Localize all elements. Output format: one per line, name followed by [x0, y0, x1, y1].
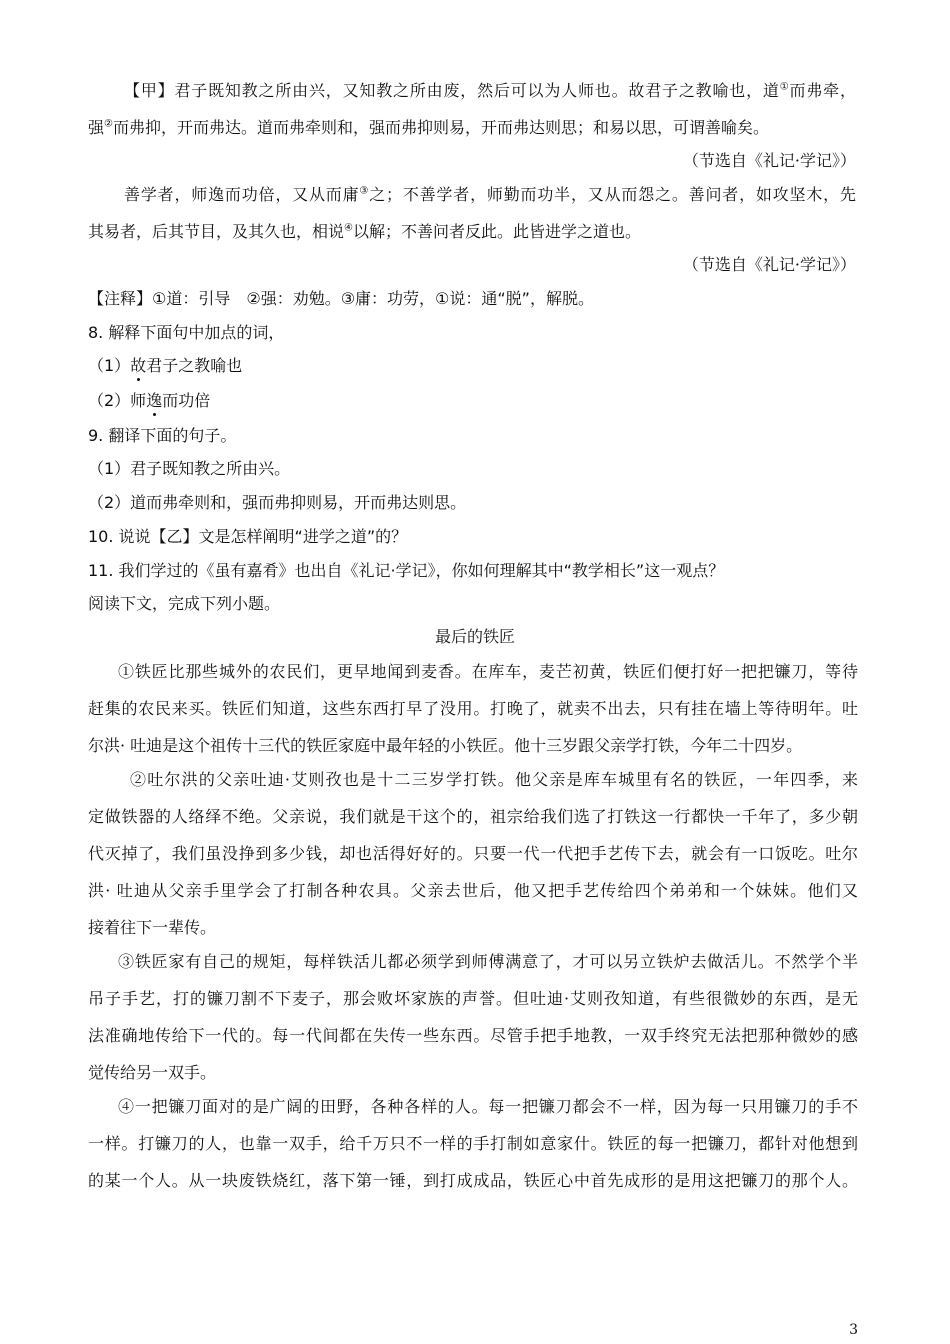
reading-instruction: 阅读下文，完成下列小题。 — [88, 594, 281, 613]
question-9-1: （1）君子既知教之所由兴。 — [88, 459, 291, 478]
article-p4-line-3: 的某一个人。从一块废铁烧红，落下第一锤，到打成成品，铁匠心中首先成形的是用这把镰刀的那个人。 — [88, 1171, 858, 1190]
article-p4-line-1: ④一把镰刀面对的是广阔的田野，各种各样的人。每一把镰刀都会不一样，因为每一只用镰刀的手不 — [118, 1097, 858, 1116]
passage-yi-line-2: 其易者，后其节目，及其久也，相说④以解；不善问者反此。此皆进学之道也。 — [88, 222, 641, 241]
passage-yi-line-1: 善学者，师逸而功倍，又从而庸③之；不善学者，师勤而功半，又从而怨之。善问者，如攻坚木，先 — [124, 185, 856, 204]
article-p2-line-1: ②吐尔洪的父亲吐迪·艾则孜也是十二三岁学打铁。他父亲是库车城里有名的铁匠，一年四季，来 — [130, 770, 858, 789]
footnote-marker: ④ — [344, 222, 353, 234]
footnote-marker: ③ — [359, 185, 370, 197]
article-p2-line-5: 接着往下一辈传。 — [88, 918, 217, 937]
page-number: 3 — [849, 1322, 858, 1338]
question-8-1: （1）故君子之教喻也 — [88, 356, 243, 375]
passage-jia-line-2: 强②而弗抑，开而弗达。道而弗牵则和，强而弗抑则易，开而弗达则思；和易以思，可谓善喻矣。 — [88, 118, 769, 137]
article-p3-line-1: ③铁匠家有自己的规矩，每样铁活儿都必须学到师傅满意了，才可以另立铁炉去做活儿。不然学个半 — [118, 952, 858, 971]
passage-yi-source: （节选自《礼记·学记》） — [682, 255, 856, 274]
question-9: 9. 翻译下面的句子。 — [88, 426, 237, 445]
article-p3-line-2: 吊子手艺，打的镰刀割不下麦子，那会败坏家族的声誉。但吐迪·艾则孜知道，有些很微妙的东西，是无 — [88, 989, 858, 1008]
article-p2-line-4: 洪· 吐迪从父亲手里学会了打制各种农具。父亲去世后，他又把手艺传给四个弟弟和一个妹妹。他们又 — [88, 881, 858, 900]
question-11: 11. 我们学过的《虽有嘉肴》也出自《礼记·学记》，你如何理解其中“教学相长”这一观点？ — [88, 561, 725, 580]
passage-jia-line-1: 【甲】君子既知教之所由兴，又知教之所由废，然后可以为人师也。故君子之教喻也，道①而弗牵， — [124, 81, 856, 100]
footnote-marker: ② — [104, 118, 113, 130]
passage-jia-source: （节选自《礼记·学记》） — [682, 151, 856, 170]
dotted-word: 故 — [130, 356, 147, 375]
question-8-2: （2）师逸而功倍 — [88, 391, 211, 410]
annotation-notes: 【注释】①道：引导 ②强：劝勉。③庸：功劳，①说：通“脱”，解脱。 — [88, 289, 594, 308]
dotted-word: 逸 — [146, 391, 163, 410]
question-8: 8. 解释下面句中加点的词， — [88, 323, 285, 342]
question-10: 10. 说说【乙】文是怎样阐明“进学之道”的？ — [88, 527, 408, 546]
article-p2-line-3: 代灭掉了，我们虽没挣到多少钱，却也活得好好的。只要一代一代把手艺传下去，就会有一口饭吃。吐尔 — [88, 844, 858, 863]
footnote-marker: ① — [779, 81, 790, 93]
article-p1-line-2: 赶集的农民来买。铁匠们知道，这些东西打早了没用。打晚了，就卖不出去，只有挂在墙上等待明年。吐 — [88, 699, 858, 718]
article-p1-line-1: ①铁匠比那些城外的农民们，更早地闻到麦香。在库车，麦芒初黄，铁匠们便打好一把把镰刀，等待 — [118, 662, 858, 681]
article-title: 最后的铁匠 — [434, 627, 515, 646]
article-p3-line-4: 觉传给另一双手。 — [88, 1063, 217, 1082]
article-p4-line-2: 一样。打镰刀的人，也靠一双手，给千万只不一样的手打制如意家什。铁匠的每一把镰刀，都针对他想到 — [88, 1134, 858, 1153]
question-9-2: （2）道而弗牵则和，强而弗抑则易，开而弗达则思。 — [88, 493, 467, 512]
article-p1-line-3: 尔洪· 吐迪是这个祖传十三代的铁匠家庭中最年轻的小铁匠。他十三岁跟父亲学打铁，今年二十四岁。 — [88, 736, 803, 755]
article-p2-line-2: 定做铁器的人络绎不绝。父亲说，我们就是干这个的，祖宗给我们选了打铁这一行都快一千年了，多少朝 — [88, 807, 858, 826]
article-p3-line-3: 法准确地传给下一代的。每一代间都在失传一些东西。尽管手把手地教，一双手终究无法把那种微妙的感 — [88, 1026, 858, 1045]
